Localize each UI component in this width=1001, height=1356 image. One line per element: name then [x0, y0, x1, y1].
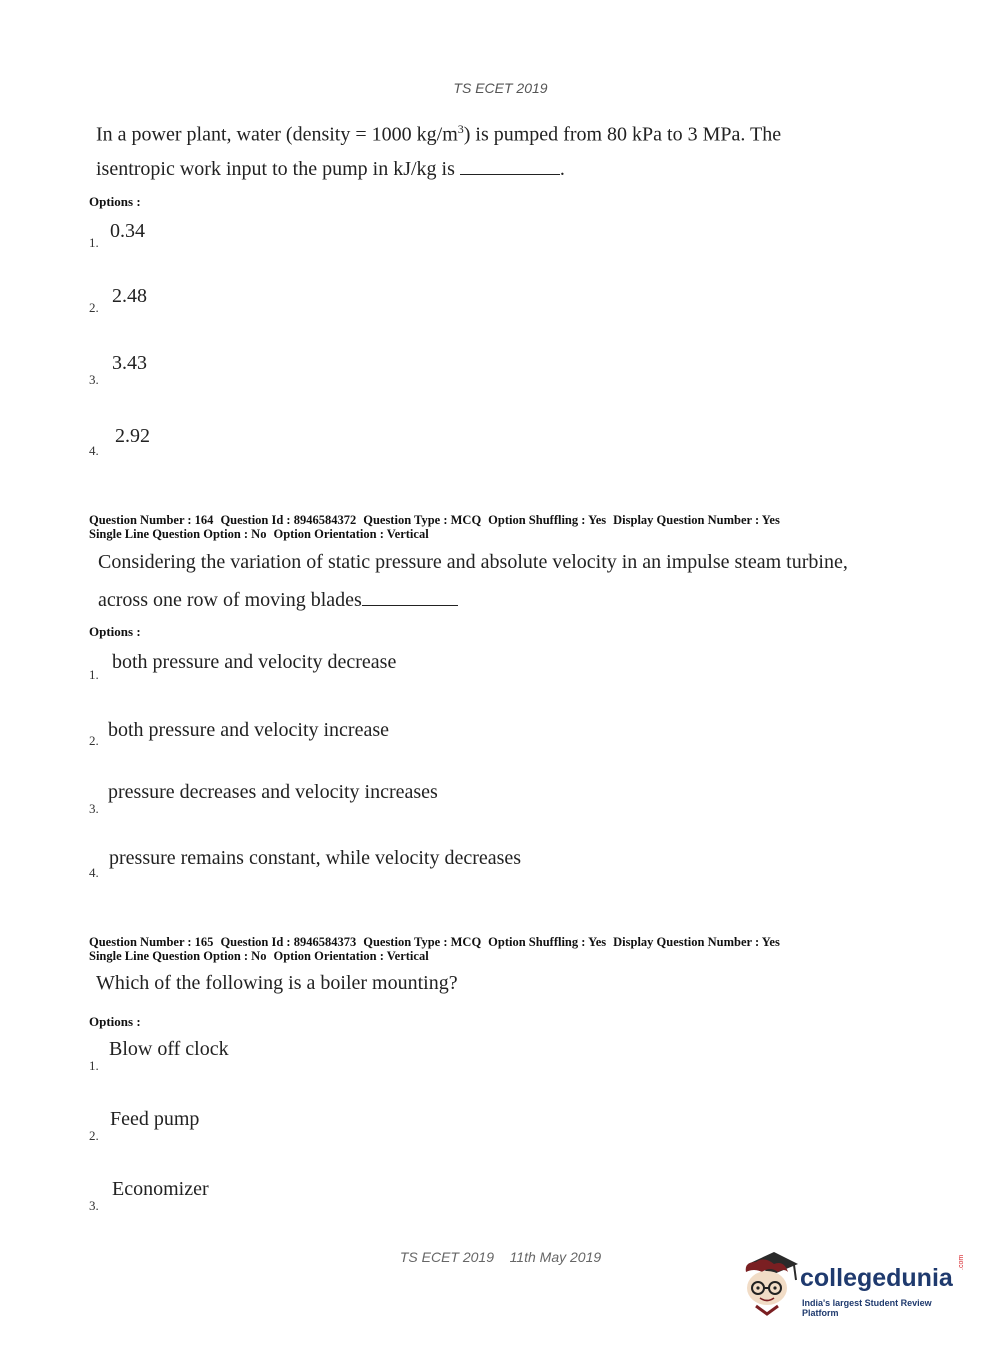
meta-question-type: Question Type : MCQ: [363, 935, 482, 949]
meta-question-id: Question Id : 8946584373: [220, 935, 357, 949]
option-1-text: both pressure and velocity decrease: [112, 651, 397, 673]
meta-orientation: Option Orientation : Vertical: [273, 527, 429, 541]
meta-question-type: Question Type : MCQ: [363, 513, 482, 527]
option-number: 1.: [89, 235, 99, 250]
meta-display-question-number: Display Question Number : Yes: [613, 513, 780, 527]
logo-dotcom: .com: [958, 1254, 965, 1270]
question-text-part: In a power plant, water (density = 1000 kg/m: [96, 123, 458, 146]
question-164-text-line1: Considering the variation of static pressure and absolute velocity in an impulse steam turbine,: [98, 551, 848, 573]
answer-blank: [362, 604, 458, 606]
question-165-text-line1: Which of the following is a boiler mounting?: [96, 972, 458, 994]
meta-display-question-number: Display Question Number : Yes: [613, 935, 780, 949]
option-number: 2.: [89, 300, 99, 315]
question-text-part: across one row of moving blades: [98, 589, 362, 611]
meta-question-id: Question Id : 8946584372: [220, 513, 357, 527]
logo-wordmark: collegedunia: [800, 1264, 953, 1292]
meta-orientation: Option Orientation : Vertical: [273, 949, 429, 963]
option-number: 4.: [89, 443, 99, 458]
option-4-text: pressure remains constant, while velocity decreases: [109, 847, 522, 869]
meta-option-shuffling: Option Shuffling : Yes: [488, 513, 607, 527]
collegedunia-logo[interactable]: [740, 1250, 970, 1320]
question-164-text-line2: [98, 590, 458, 610]
question-163-text-line2: [96, 159, 565, 179]
meta-single-line: Single Line Question Option : No: [89, 949, 267, 963]
question-text-part: isentropic work input to the pump in kJ/kg is: [96, 158, 455, 180]
meta-question-number: Question Number : 164: [89, 513, 214, 527]
option-4-text: 2.92: [115, 425, 150, 447]
question-163-text-line1: [96, 119, 781, 145]
option-number: 3.: [89, 372, 99, 387]
footer-exam: TS ECET 2019: [399, 1249, 494, 1265]
option-number: 1.: [89, 1058, 99, 1073]
option-number: 3.: [89, 1198, 99, 1213]
option-3-text: 3.43: [112, 352, 147, 374]
option-1-text: 0.34: [110, 220, 145, 242]
meta-single-line: Single Line Question Option : No: [89, 527, 267, 541]
options-label: Options :: [89, 1014, 141, 1029]
question-164-meta: [89, 513, 787, 541]
answer-blank: [460, 173, 560, 175]
option-3-text: Economizer: [112, 1178, 209, 1200]
option-1-text: Blow off clock: [109, 1038, 229, 1060]
option-number: 3.: [89, 801, 99, 816]
meta-question-number: Question Number : 165: [89, 935, 214, 949]
option-2-text: Feed pump: [110, 1108, 200, 1130]
question-text-part: .: [559, 158, 565, 180]
mascot-icon: [740, 1250, 800, 1320]
option-number: 4.: [89, 865, 99, 880]
footer-date: 11th May 2019: [509, 1249, 602, 1265]
question-165-meta: [89, 935, 787, 963]
option-2-text: both pressure and velocity increase: [108, 719, 390, 741]
option-number: 1.: [89, 667, 99, 682]
logo-tagline: India's largest Student Review Platform: [802, 1298, 932, 1318]
option-number: 2.: [89, 733, 99, 748]
superscript: 3: [457, 122, 464, 136]
meta-option-shuffling: Option Shuffling : Yes: [488, 935, 607, 949]
option-3-text: pressure decreases and velocity increases: [108, 781, 438, 803]
option-number: 2.: [89, 1128, 99, 1143]
page-header: TS ECET 2019: [453, 80, 548, 96]
option-2-text: 2.48: [112, 285, 147, 307]
question-text-part: ) is pumped from 80 kPa to 3 MPa. The: [463, 123, 782, 146]
options-label: Options :: [89, 624, 141, 639]
options-label: Options :: [89, 194, 141, 209]
